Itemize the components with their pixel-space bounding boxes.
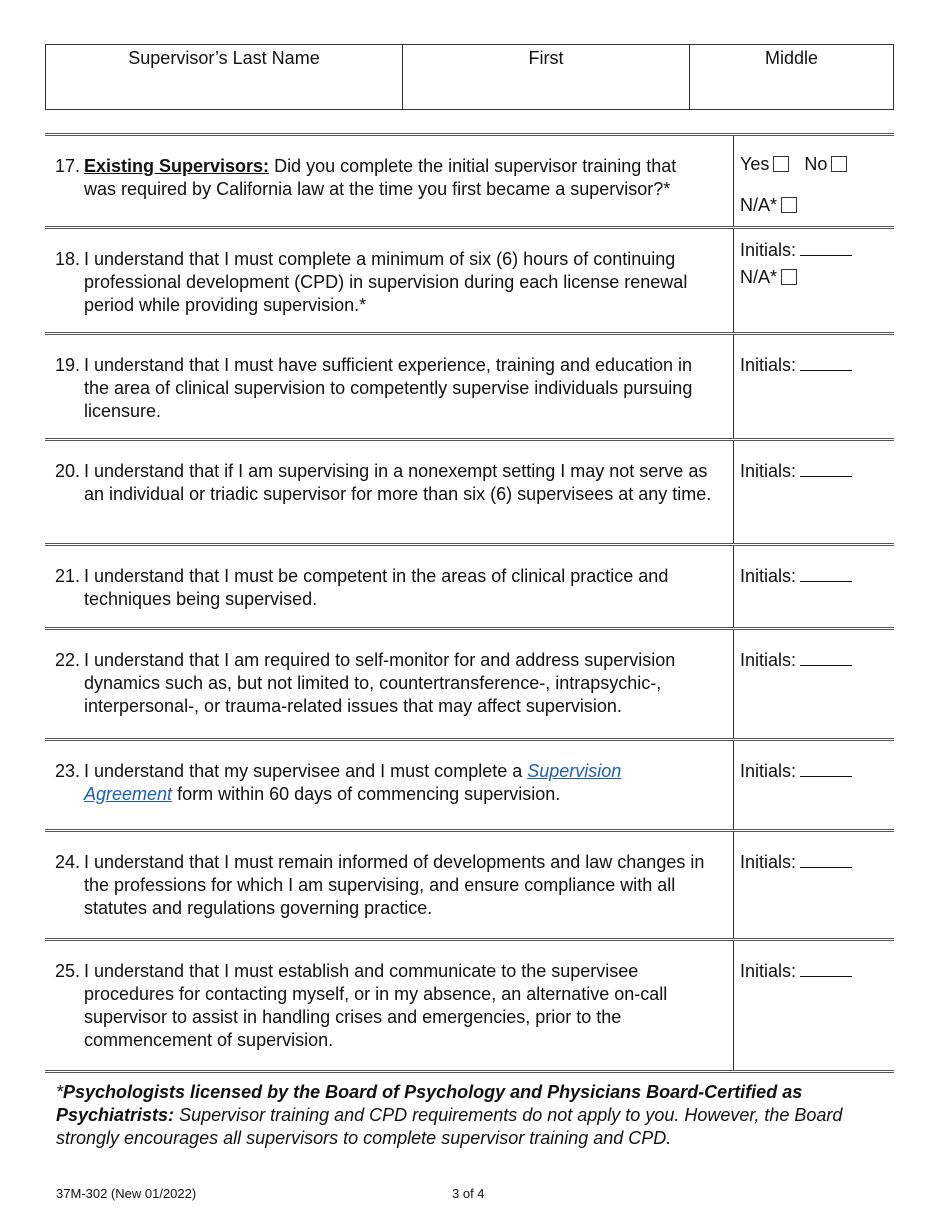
initials-field[interactable] (800, 565, 852, 582)
footnote-star: * (56, 1082, 64, 1102)
question-row-17 (45, 136, 894, 229)
question-number: 23. (55, 761, 81, 781)
question-text: I understand that I must be competent in the areas of clinical practice and techniques being supervised. (84, 566, 669, 609)
question-number: 17. (55, 156, 81, 176)
initials-field[interactable] (800, 460, 852, 477)
question-text (84, 155, 713, 201)
question-text: I understand that I must establish and communicate to the supervisee procedures for contacting myself, or in my absence, an alternative on-call supervisor to assist in handling crises and emergencies, prior to the commencement of supervision. (84, 961, 668, 1050)
question-row-20 (45, 441, 894, 546)
initials-field[interactable] (800, 649, 852, 666)
initials-label: Initials: (740, 355, 797, 375)
question-body: Did you complete the initial supervisor training that was required by California law at the time you first became a supervisor?* (84, 156, 677, 199)
supervisor-name-table (45, 44, 894, 110)
initials-label: Initials: (740, 961, 797, 981)
middle-name-label: Middle (764, 48, 819, 68)
initials-field[interactable] (800, 960, 852, 977)
question-row-19 (45, 335, 894, 441)
question-number: 18. (55, 249, 81, 269)
question-row-23 (45, 741, 894, 832)
last-name-field[interactable] (46, 45, 403, 109)
no-checkbox[interactable] (831, 156, 847, 172)
footnote (56, 1081, 886, 1150)
form-number: 37M-302 (New 01/2022) (56, 1186, 197, 1201)
initials-field[interactable] (800, 239, 852, 256)
question-number: 24. (55, 852, 81, 872)
initials-label: Initials: (740, 761, 797, 781)
question-row-25 (45, 941, 894, 1073)
question-text: I understand that I must remain informed of developments and law changes in the professions for which I am supervising, and ensure compliance with all statutes and regulations governing practice. (84, 852, 705, 918)
last-name-label: Supervisor’s Last Name (128, 48, 320, 68)
question-number: 25. (55, 961, 81, 981)
footnote-bold: Psychologists licensed by the Board of Psychology and Physicians Board-Certified as Psychiatrists: (56, 1082, 803, 1125)
yes-label: Yes (740, 154, 770, 174)
footnote-text: Supervisor training and CPD requirements do not apply to you. However, the Board strongly encourages all supervisors to complete supervisor training and CPD. (56, 1105, 843, 1148)
question-text: I understand that I must complete a minimum of six (6) hours of continuing professional development (CPD) in supervision during each license renewal period while providing supervision.* (84, 249, 688, 315)
question-row-22 (45, 630, 894, 741)
question-text (84, 760, 713, 806)
yes-checkbox[interactable] (773, 156, 789, 172)
question-row-24 (45, 832, 894, 941)
na-label: N/A* (740, 195, 778, 215)
question-row-21 (45, 546, 894, 630)
initials-label: Initials: (740, 566, 797, 586)
na-checkbox[interactable] (781, 269, 797, 285)
question-body-end: form within 60 days of commencing supervision. (172, 784, 561, 804)
initials-field[interactable] (800, 760, 852, 777)
question-number: 19. (55, 355, 81, 375)
question-text: I understand that I must have sufficient experience, training and education in the area of clinical supervision to competently supervise individuals pursuing licensure. (84, 355, 693, 421)
na-checkbox[interactable] (781, 197, 797, 213)
initials-field[interactable] (800, 851, 852, 868)
question-row-18 (45, 229, 894, 335)
page-number: 3 of 4 (452, 1186, 485, 1201)
question-text: I understand that I am required to self-monitor for and address supervision dynamics such as, but not limited to, countertransference-, intrapsychic-, interpersonal-, or trauma-related issues that may affect supervision. (84, 650, 676, 716)
na-label: N/A* (740, 267, 778, 287)
initials-label: Initials: (740, 461, 797, 481)
middle-name-field[interactable] (690, 45, 893, 109)
question-number: 21. (55, 566, 81, 586)
question-text: I understand that if I am supervising in a nonexempt setting I may not serve as an individual or triadic supervisor for more than six (6) supervisees at any time. (84, 461, 712, 504)
first-name-label: First (528, 48, 564, 68)
questions-table (45, 133, 894, 1073)
initials-label: Initials: (740, 650, 797, 670)
supervision-agreement-link[interactable]: Supervision Agreement (84, 761, 622, 804)
question-body-start: I understand that my supervisee and I must complete a (84, 761, 528, 781)
first-name-field[interactable] (403, 45, 690, 109)
no-label: No (804, 154, 828, 174)
initials-label: Initials: (740, 852, 797, 872)
initials-label: Initials: (740, 240, 797, 260)
initials-field[interactable] (800, 354, 852, 371)
question-number: 22. (55, 650, 81, 670)
question-number: 20. (55, 461, 81, 481)
question-lead: Existing Supervisors: (84, 156, 270, 176)
